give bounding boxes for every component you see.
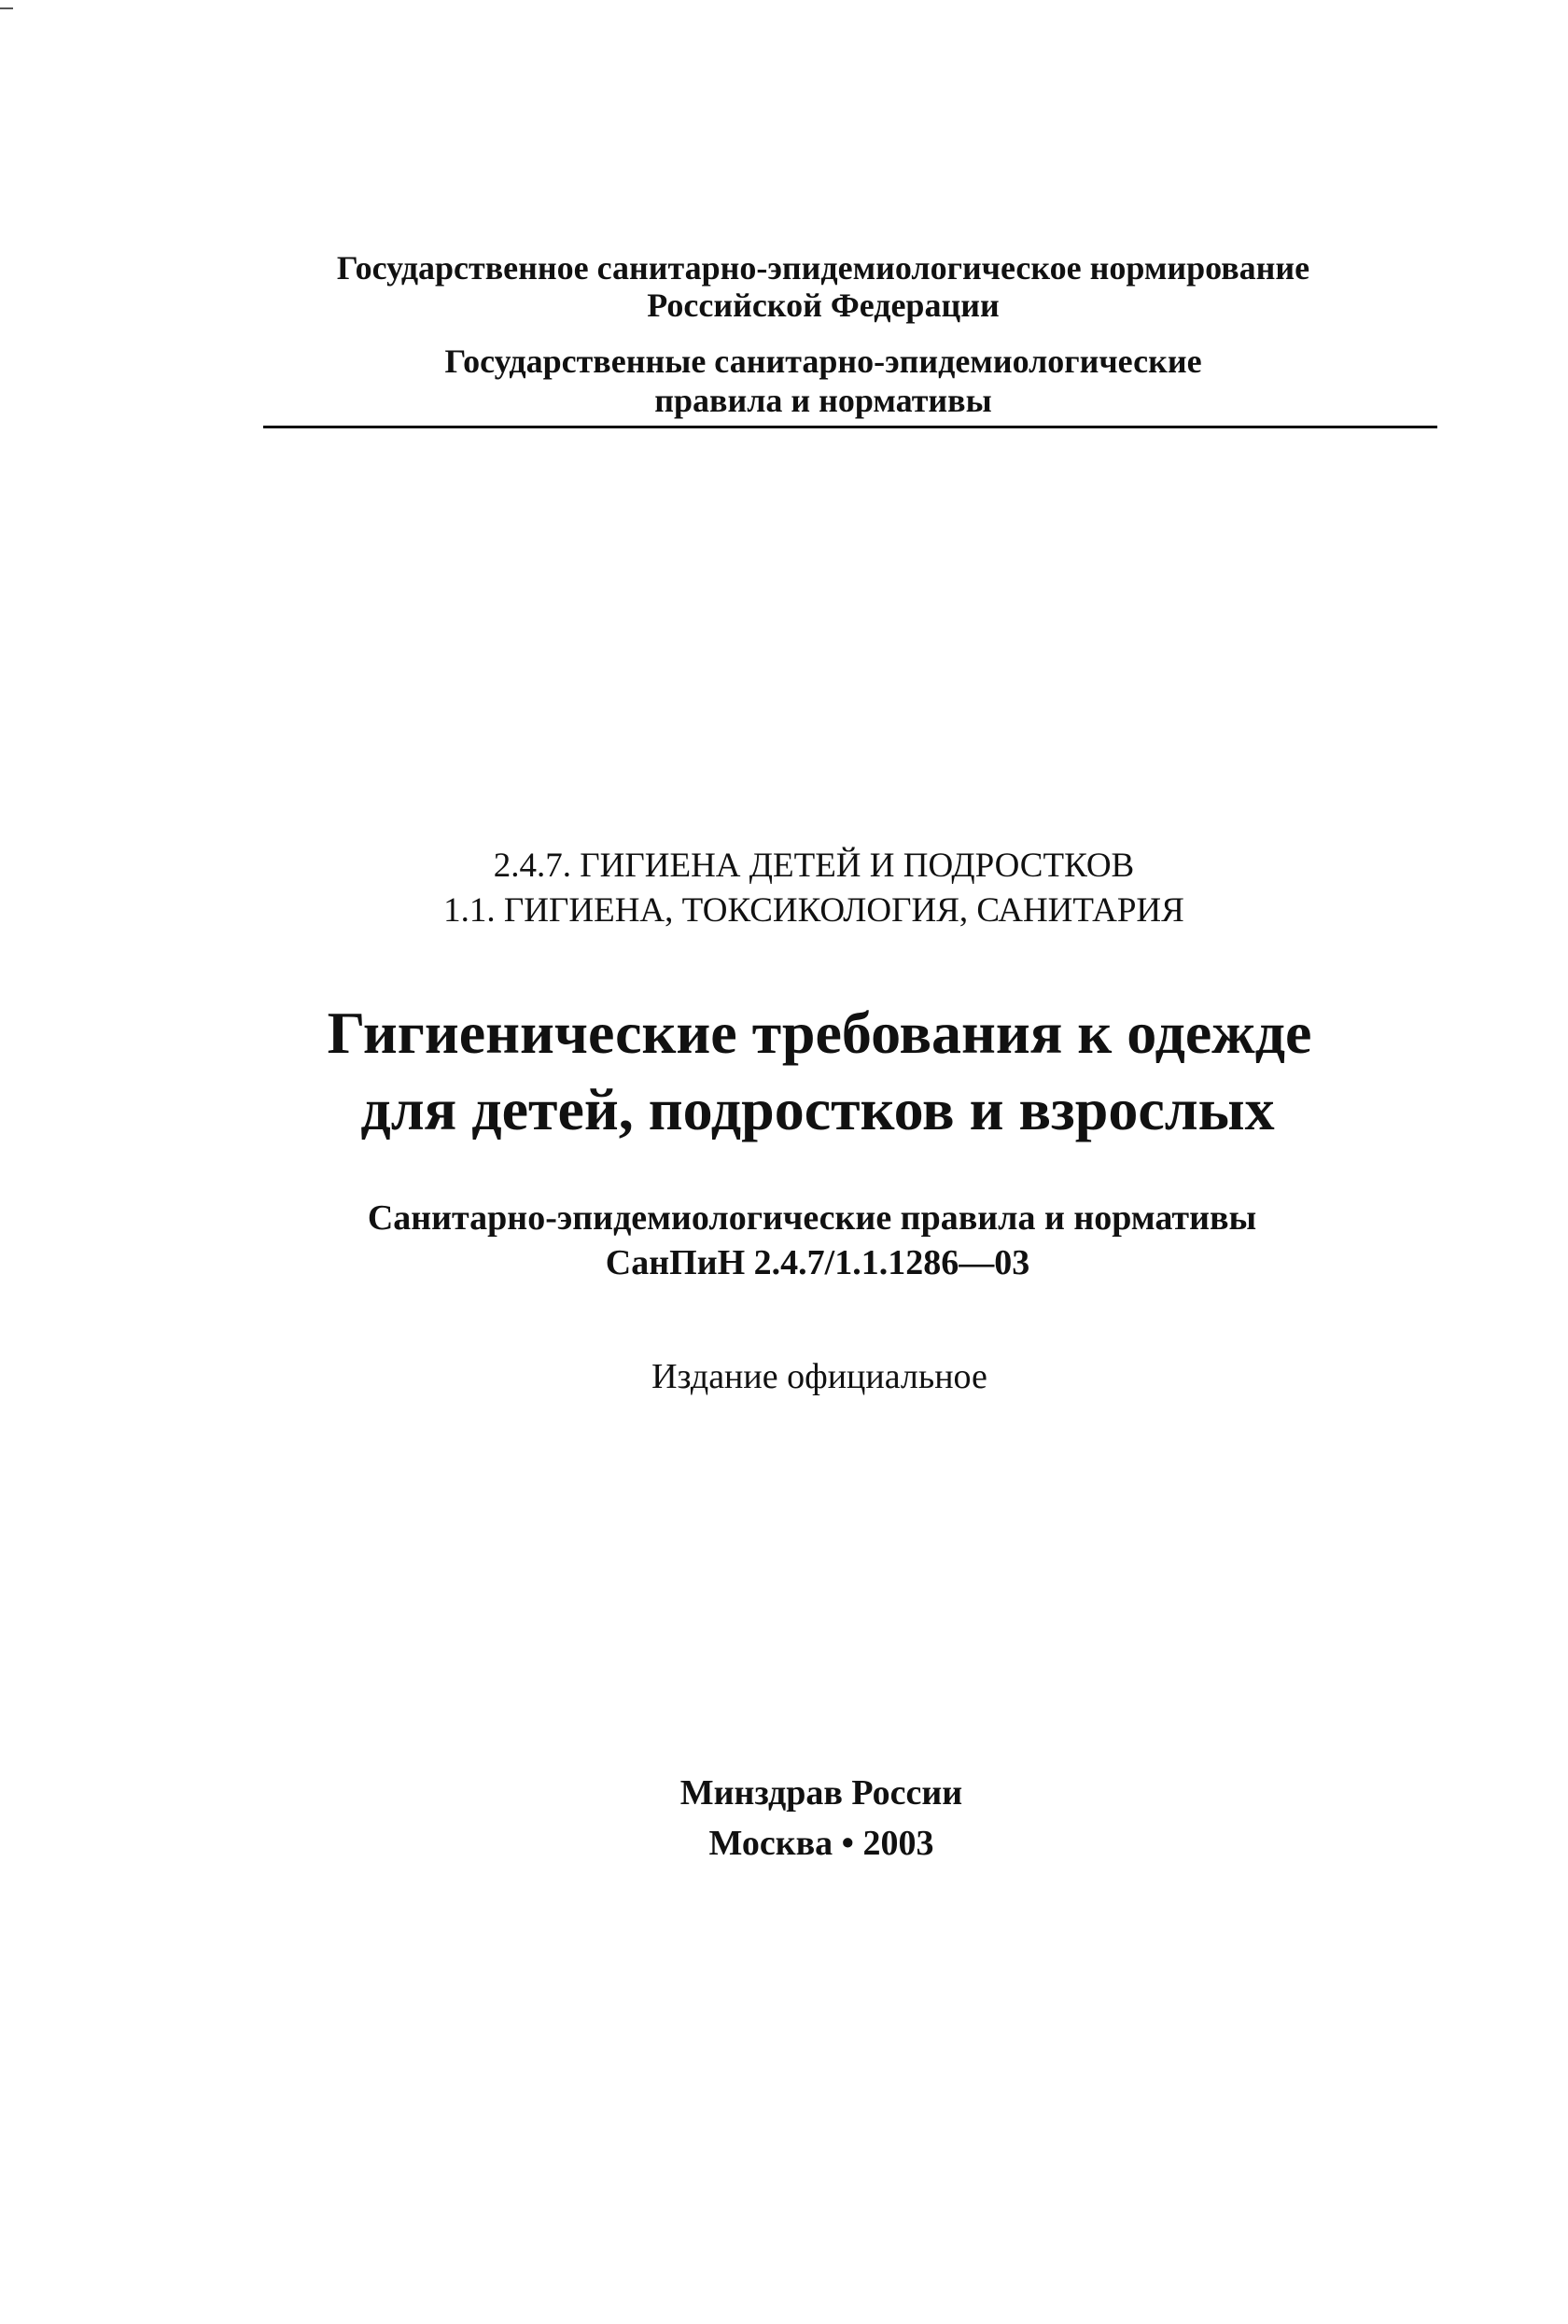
header-line-3: Государственные санитарно-эпидемиологические [444,343,1202,380]
edition-label: Издание официальное [651,1357,987,1396]
section-code-2: 1.1. ГИГИЕНА, ТОКСИКОЛОГИЯ, САНИТАРИЯ [443,891,1184,930]
document-title-line-2: для детей, подростков и взрослых [360,1076,1275,1142]
document-title-line-1: Гигиенические требования к одежде [327,1000,1312,1066]
publisher-city-year: Москва • 2003 [708,1824,934,1863]
header-line-2: Российской Федерации [647,287,1000,324]
section-code-1: 2.4.7. ГИГИЕНА ДЕТЕЙ И ПОДРОСТКОВ [493,847,1135,885]
header-line-4: правила и нормативы [654,382,992,419]
header-line-1: Государственное санитарно-эпидемиологическое нормирование [336,249,1310,287]
header-divider [263,426,1437,428]
subtitle-line-1: Санитарно-эпидемиологические правила и нормативы [367,1198,1257,1238]
publisher-name: Минздрав России [679,1773,963,1813]
document-code: СанПиН 2.4.7/1.1.1286—03 [605,1243,1030,1282]
scan-mark [0,7,13,9]
